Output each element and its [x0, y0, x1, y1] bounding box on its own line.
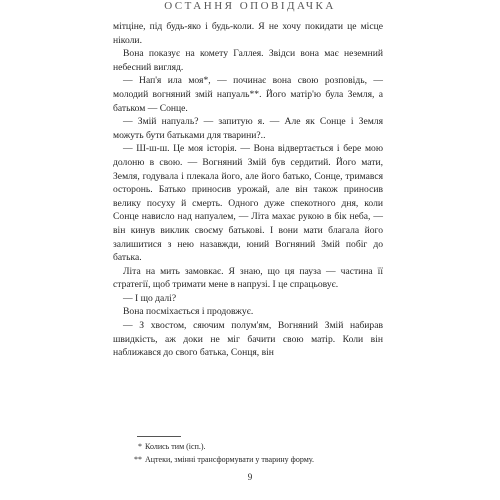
paragraph: — І що далі? [123, 292, 177, 304]
paragraph: — Нап'я ила моя*, — починає вона свою розповідь, — молодий вогняний змій напуаль**. Його матір'ю була Земля, а батьком — Сонце. [113, 75, 383, 114]
paragraph: мітціне, під будь-яко і будь-коли. Я не хочу покидати це місце ніколи. [113, 21, 383, 46]
paragraph: — З хвостом, сяючим полум'ям, Вогняний Змій набирав швидкість, аж доки не міг бачити свою матір. Коли він наближався до свого батька, Сонця, він [113, 320, 383, 359]
footnote-separator [137, 436, 181, 437]
paragraph: Вона посміхається і продовжує. [123, 306, 254, 318]
footnote-text: Колись тим (ісп.). [145, 442, 206, 451]
footnote [130, 454, 385, 467]
footnote-text: Ацтеки, змінні трансформувати у тварину форму. [145, 454, 314, 464]
paragraph: — Змій напуаль? — запитую я. — Але як Сонце і Земля можуть бути батьками для тварини?.. [113, 116, 383, 141]
body-text [113, 20, 383, 360]
running-head: ОСТАННЯ ОПОВІДАЧКА [164, 0, 336, 12]
paragraph: — Ш-ш-ш. Це моя історія. — Вона відвертається і бере мою долоню в свою. — Вогняний Змій був сердитий. Його мати, Земля, годувала і плекала його, але його батько, Сонце, тримався осторонь. Батько приносив урожай, але він також приносив велику посуху й смерть. Одного дуже спекотного дня, коли Сонце нависло над напуалем, — Літа махає рукою в бік неба, — він кинув виклик своєму батькові. І вони мати благала його залишитися з нею назавжди, юний Вогняний Змій побіг до батька. [113, 143, 383, 264]
footnotes [130, 441, 385, 466]
footnote-mark: * [138, 442, 142, 451]
page-number: 9 [247, 472, 253, 482]
footnote-mark: ** [134, 454, 142, 464]
paragraph: Літа на мить замовкає. Я знаю, що ця пауза — частина її стратегії, щоб тримати мене в напрузі. І це спрацьовує. [113, 265, 383, 291]
footnote [130, 441, 385, 454]
paragraph: Вона показує на комету Галлея. Звідси вона має неземний небесний вигляд. [113, 48, 383, 73]
